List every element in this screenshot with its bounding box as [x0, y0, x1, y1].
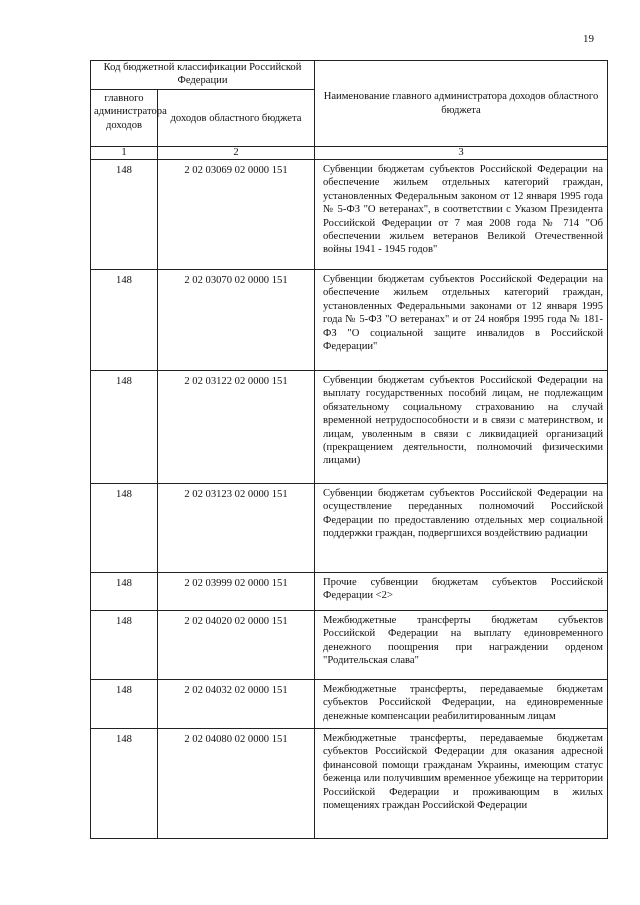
revenue-name: Прочие субвенции бюджетам субъектов Российской Федерации <2> — [315, 573, 608, 611]
column-number-row — [91, 147, 608, 160]
admin-code: 148 — [91, 611, 158, 680]
revenue-name: Межбюджетные трансферты, передаваемые бюджетам субъектов Российской Федерации, на единовременные денежные компенсации реабилитированным лицам — [315, 680, 608, 729]
admin-code: 148 — [91, 160, 158, 270]
column-number: 3 — [315, 147, 608, 160]
table-row — [91, 680, 608, 729]
table-row — [91, 270, 608, 371]
admin-code: 148 — [91, 371, 158, 484]
table-row — [91, 371, 608, 484]
revenue-code: 2 02 03999 02 0000 151 — [158, 573, 315, 611]
header-classification-code: Код бюджетной классификации Российской Федерации — [91, 61, 315, 90]
revenue-code: 2 02 04080 02 0000 151 — [158, 729, 315, 839]
admin-code: 148 — [91, 484, 158, 573]
revenue-name: Межбюджетные трансферты, передаваемые бюджетам субъектов Российской Федерации для оказания адресной финансовой помощи гражданам Украины, имеющим статус беженца или получившим временное убежище на территории Российской Федерации и проживающим в жилых помещениях граждан Российской Федерации — [315, 729, 608, 839]
header-regional-revenue: доходов областного бюджета — [158, 90, 315, 147]
table-row — [91, 729, 608, 839]
page-number: 19 — [583, 33, 594, 45]
revenue-code: 2 02 03070 02 0000 151 — [158, 270, 315, 371]
revenue-code: 2 02 03123 02 0000 151 — [158, 484, 315, 573]
table-row — [91, 484, 608, 573]
revenue-name: Субвенции бюджетам субъектов Российской Федерации на выплату государственных пособий лицам, не подлежащим обязательному социальному страхованию на случай временной нетрудоспособности и в связи с материнством, и лицам, уволенным в связи с ликвидацией организаций (прекращением деятельности, полномочий физическими лицами) — [315, 371, 608, 484]
table-row — [91, 160, 608, 270]
revenue-name: Субвенции бюджетам субъектов Российской Федерации на осуществление переданных полномочий Российской Федерации по предоставлению отдельных мер социальной поддержки граждан, подвергшихся воздействию радиации — [315, 484, 608, 573]
admin-code: 148 — [91, 573, 158, 611]
revenue-code: 2 02 04020 02 0000 151 — [158, 611, 315, 680]
revenue-code: 2 02 03122 02 0000 151 — [158, 371, 315, 484]
table-row — [91, 573, 608, 611]
revenue-code: 2 02 04032 02 0000 151 — [158, 680, 315, 729]
column-number: 2 — [158, 147, 315, 160]
budget-classification-table — [90, 60, 608, 839]
header-administrator-name: Наименование главного администратора доходов областного бюджета — [315, 61, 608, 147]
revenue-name: Субвенции бюджетам субъектов Российской Федерации на обеспечение жильем отдельных категорий граждан, установленных Федеральными законами от 12 января 1995 года № 5-ФЗ "О ветеранах" и от 24 ноября 1995 года № 181-ФЗ "О социальной защите инвалидов в Российской Федерации" — [315, 270, 608, 371]
admin-code: 148 — [91, 680, 158, 729]
admin-code: 148 — [91, 270, 158, 371]
admin-code: 148 — [91, 729, 158, 839]
revenue-code: 2 02 03069 02 0000 151 — [158, 160, 315, 270]
revenue-name: Субвенции бюджетам субъектов Российской Федерации на обеспечение жильем отдельных категорий граждан, установленных Федеральным законом от 12 января 1995 года № 5-ФЗ "О ветеранах", в соответствии с Указом Президента Российской Федерации от 7 мая 2008 года № 714 "Об обеспечении жильем ветеранов Великой Отечественной войны 1941 - 1945 годов" — [315, 160, 608, 270]
table-row — [91, 611, 608, 680]
column-number: 1 — [91, 147, 158, 160]
header-chief-administrator: главного администратора доходов — [91, 90, 158, 147]
revenue-name: Межбюджетные трансферты бюджетам субъектов Российской Федерации на выплату единовременного денежного поощрения при награждении орденом "Родительская слава" — [315, 611, 608, 680]
